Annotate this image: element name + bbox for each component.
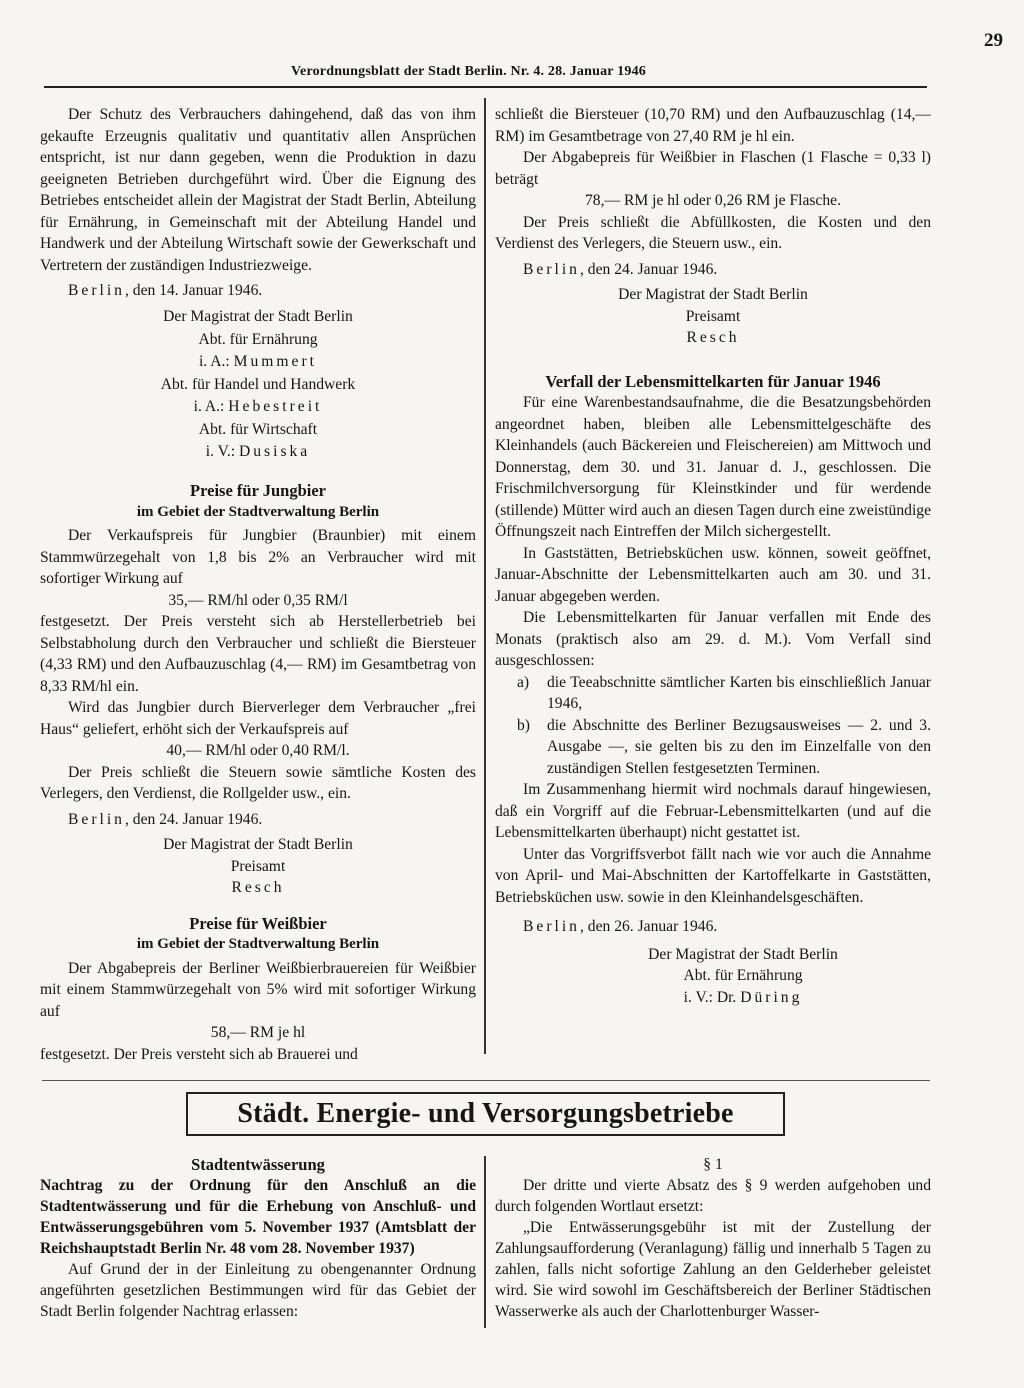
verfall-p3: Die Lebensmittelkarten für Januar verfallen mit Ende des Monats (praktisch also am 29. d. M.). Vom Verfall sind ausgeschlossen: bbox=[495, 609, 931, 669]
jungbier-p3: Wird das Jungbier durch Bierverleger dem Verbraucher „frei Haus“ geliefert, erhöht sich der Verkaufspreis auf bbox=[40, 699, 476, 738]
weissbier-cont-p3: Der Preis schließt die Abfüllkosten, die Kosten und den Verdienst des Verlegers, die Steuern usw., ein. bbox=[495, 213, 931, 252]
authority: Der Magistrat der Stadt Berlin bbox=[163, 307, 353, 325]
weissbier-p2: festgesetzt. Der Preis versteht sich ab Brauerei und bbox=[40, 1045, 358, 1063]
signer-line bbox=[555, 987, 931, 1009]
stadtentwaesserung-title: Stadtentwässerung bbox=[191, 1155, 325, 1174]
weissbier-title: Preise für Weißbier bbox=[189, 913, 327, 933]
section-banner: Städt. Energie- und Versorgungsbetriebe bbox=[186, 1092, 785, 1136]
signer-name: Resch bbox=[231, 879, 285, 896]
dept-handel: Abt. für Handel und Handwerk bbox=[160, 376, 356, 393]
jungbier-p2: festgesetzt. Der Preis versteht sich ab Herstellerbetrieb bei Selbstabholung durch den Verbraucher und schließt die Biersteuer (4,33 RM) und den Aufbauzuschlag (4,— RM) im Gesamtbetrag von 8,33 RM/hl ein. bbox=[40, 613, 476, 695]
intro-place-date bbox=[40, 280, 476, 302]
authority: Der Magistrat der Stadt Berlin bbox=[648, 945, 838, 963]
column-divider-bottom bbox=[484, 1156, 486, 1328]
place-word: Berlin bbox=[68, 810, 125, 828]
authority: Der Magistrat der Stadt Berlin bbox=[163, 836, 353, 853]
verfall-title: Verfall der Lebensmittelkarten für Januar 1946 bbox=[545, 371, 881, 391]
weissbier-bottle-price: 78,— RM je hl oder 0,26 RM je Flasche. bbox=[585, 192, 841, 209]
signer-name: Hebestreit bbox=[228, 397, 323, 415]
place-word: Berlin bbox=[68, 282, 125, 299]
jungbier-p4: Der Preis schließt die Steuern sowie sämtliche Kosten des Verlegers, den Verdienst, die Rollgelder usw., ein. bbox=[40, 763, 476, 802]
dept-ernaehrung: Abt. für Ernährung bbox=[198, 331, 318, 348]
authority: Der Magistrat der Stadt Berlin bbox=[618, 286, 808, 303]
nachtrag-p1: Auf Grund der in der Einleitung zu obengenannter Ordnung angeführten gesetzlichen Bestimmungen wird für das Gebiet der Stadt Berlin folgender Nachtrag erlassen: bbox=[40, 1261, 476, 1320]
place-rest: , den 24. Januar 1946. bbox=[579, 260, 718, 278]
signer-name: Mummert bbox=[233, 352, 318, 370]
weissbier-price: 58,— RM je hl bbox=[210, 1024, 306, 1041]
weissbier-p1: Der Abgabepreis der Berliner Weißbierbrauereien für Weißbier mit einem Stammwürzegehalt von 5% wird mit sofortiger Wirkung auf bbox=[40, 959, 476, 1020]
verfall-p2: In Gaststätten, Betriebsküchen usw. können, soweit geöffnet, Januar-Abschnitte der Lebensmittelkarten auch am 30. und 31. Januar abgegeben werden. bbox=[495, 544, 931, 605]
verfall-p5: Unter das Vorgriffsverbot fällt nach wie vor auch die Annahme von April- und Mai-Abschnitten der Kartoffelkarte in Gaststätten, Betriebsküchen usw. sowie in den Kleinhandelsgeschäften. bbox=[495, 845, 931, 906]
page-number: 29 bbox=[984, 30, 1003, 51]
verfall-p1: Für eine Warenbestandsaufnahme, die die Besatzungsbehörden angeordnet haben, bleiben alle Lebensmittelgeschäfte des Kleinhandels (auch Bäckereien und Fleischereien) am Mittwoch und Donnerstag, dem 30. und 31. Januar d. J., geschlossen. Die Frischmilchversorgung für Kleinstkinder und für werdende (stillende) Mütter wird auch an diesen Tagen durch eine zweistündige Öffnungszeit nach Eintreffen der Milch sichergestellt. bbox=[495, 394, 931, 540]
signer-line bbox=[40, 351, 476, 373]
item-label: a) bbox=[517, 673, 530, 691]
office: Preisamt bbox=[685, 307, 741, 325]
place-word: Berlin bbox=[523, 918, 580, 935]
item-label: b) bbox=[517, 716, 530, 734]
nachtrag-intro: Nachtrag zu der Ordnung für den Anschluß an die Stadtentwässerung und für die Erhebung von Anschluß- und Entwässerungsgebühren vom 5. November 1937 (Amtsblatt der Reichshauptstadt Berlin Nr. 48 vom 28. November 1937) bbox=[40, 1177, 476, 1257]
weissbier-place-date bbox=[495, 259, 931, 281]
verfall-signature-block bbox=[495, 944, 931, 1009]
signer-prefix: i. A.: bbox=[198, 352, 234, 370]
signer-name: Resch bbox=[686, 329, 740, 346]
bottom-left-column bbox=[40, 1154, 476, 1322]
dept: Abt. für Ernährung bbox=[683, 967, 803, 984]
jungbier-price1: 35,— RM/hl oder 0,35 RM/l bbox=[168, 591, 348, 609]
weissbier-signature-block bbox=[495, 284, 931, 349]
jungbier-title: Preise für Jungbier bbox=[190, 481, 326, 500]
intro-paragraph: Der Schutz des Verbrauchers dahingehend, daß das von ihm gekaufte Erzeugnis qualitativ und quantitativ allen Ansprüchen entspricht, ist nur dann gegeben, wenn die Produktion in dazu geeigneten Betrieben durchgeführt wird. Über die Eignung des Betriebes entscheidet allein der Magistrat der Stadt Berlin, Abteilung für Ernährung, in Gemeinschaft mit der Abteilung Handel und Handwerk und der Abteilung Wirtschaft sowie der Gewerkschaft und Vertretern der zuständigen Industriezweige. bbox=[40, 106, 476, 274]
jungbier-place-date bbox=[40, 809, 476, 831]
weissbier-cont-p1: schließt die Biersteuer (10,70 RM) und den Aufbauzuschlag (14,— RM) im Gesamtbetrage von 27,40 RM je hl ein. bbox=[495, 106, 931, 145]
column-divider-top bbox=[484, 98, 486, 1054]
dept-wirtschaft: Abt. für Wirtschaft bbox=[198, 421, 318, 438]
item-text: die Teeabschnitte sämtlicher Karten bis einschließlich Januar 1946, bbox=[547, 673, 931, 712]
section-p1: Der dritte und vierte Absatz des § 9 werden aufgehoben und durch folgenden Wortlaut ersetzt: bbox=[495, 1177, 931, 1215]
bottom-right-column bbox=[495, 1154, 931, 1322]
running-header: Verordnungsblatt der Stadt Berlin. Nr. 4. 28. Januar 1946 bbox=[291, 64, 646, 79]
signer-prefix: i. V.: bbox=[205, 442, 239, 460]
signer-line bbox=[40, 396, 476, 418]
list-item bbox=[495, 672, 931, 715]
item-text: die Abschnitte des Berliner Bezugsausweises — 2. und 3. Ausgabe —, sie gelten bis zu den im Einzelfalle von den zuständigen Stellen festgesetzten Terminen. bbox=[547, 716, 931, 777]
left-column bbox=[40, 104, 476, 1065]
office: Preisamt bbox=[230, 857, 286, 875]
signer-name: Dusiska bbox=[238, 442, 311, 460]
place-rest: , den 24. Januar 1946. bbox=[124, 810, 263, 828]
place-word: Berlin bbox=[523, 260, 580, 278]
section-rule bbox=[42, 1080, 930, 1081]
section-p2: „Die Entwässerungsgebühr ist mit der Zustellung der Zahlungsaufforderung (Veranlagung) fällig und innerhalb 5 Tagen zu zahlen, falls nicht sofortige Zahlung an den Gelderheber geleistet wird. Sie wird sowohl im Geschäftsbereich der Berliner Städtischen Wasserwerke als auch der Charlottenburger Wasser- bbox=[495, 1219, 931, 1320]
jungbier-subtitle: im Gebiet der Stadtverwaltung Berlin bbox=[136, 503, 380, 520]
signer-prefix: i. A.: bbox=[193, 397, 229, 415]
verfall-p4: Im Zusammenhang hiermit wird nochmals darauf hingewiesen, daß ein Vorgriff auf die Februar-Lebensmittelkarten (und auf die Lebensmittelkarten überhaupt) nicht gestattet ist. bbox=[495, 781, 931, 841]
signer-prefix: i. V.: Dr. bbox=[683, 988, 741, 1006]
signer-name: Düring bbox=[740, 988, 803, 1006]
verfall-place-date bbox=[495, 916, 931, 938]
place-rest: , den 14. Januar 1946. bbox=[124, 282, 263, 299]
jungbier-price2: 40,— RM/hl oder 0,40 RM/l. bbox=[166, 742, 350, 759]
list-item bbox=[495, 715, 931, 780]
paragraph-section-mark: § 1 bbox=[703, 1156, 723, 1173]
intro-signature-block bbox=[40, 306, 476, 463]
place-rest: , den 26. Januar 1946. bbox=[579, 918, 718, 935]
jungbier-p1: Der Verkaufspreis für Jungbier (Braunbier) mit einem Stammwürzegehalt von 1,8 bis 2% an Verbraucher wird mit sofortiger Wirkung auf bbox=[40, 527, 476, 587]
signer-line bbox=[40, 441, 476, 463]
weissbier-subtitle: im Gebiet der Stadtverwaltung Berlin bbox=[136, 936, 380, 952]
jungbier-signature-block bbox=[40, 834, 476, 899]
header-rule bbox=[44, 86, 927, 88]
right-column bbox=[495, 104, 931, 1008]
weissbier-cont-p2: Der Abgabepreis für Weißbier in Flaschen (1 Flasche = 0,33 l) beträgt bbox=[495, 149, 931, 188]
